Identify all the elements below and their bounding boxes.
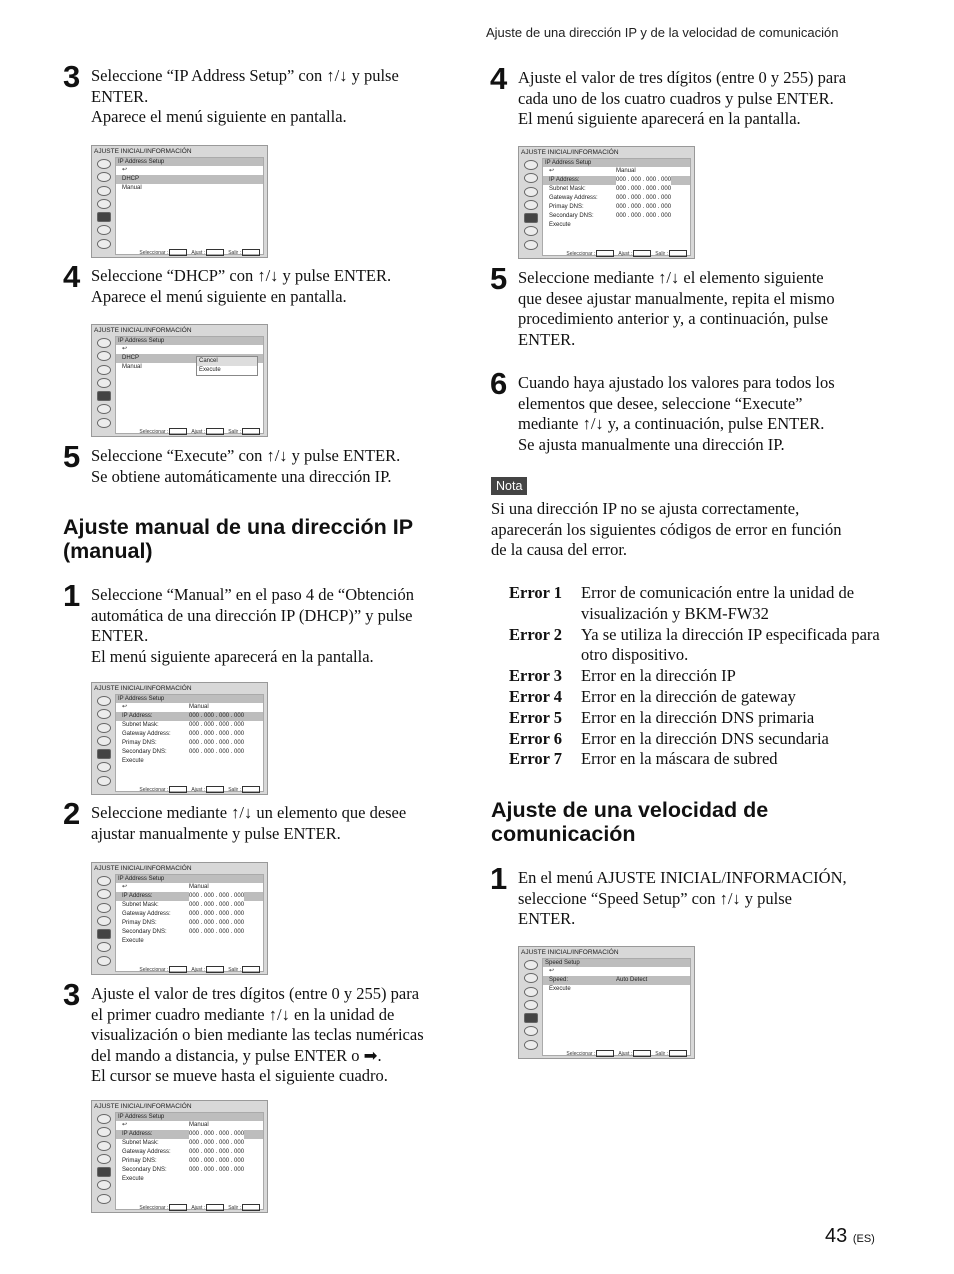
section-heading-speed: Ajuste de una velocidad de comunicación	[491, 798, 769, 846]
step-5-execute	[63, 439, 448, 487]
osd-footer: Seleccionar : Ajust : Salir :	[519, 250, 694, 257]
osd-pane	[115, 157, 264, 255]
osd-footer: Seleccionar : Ajust : Salir :	[92, 249, 267, 256]
step-text: En el menú AJUSTE INICIAL/INFORMACIÓN, seleccione “Speed Setup” con ↑/↓ y pulse ENTER.	[518, 868, 847, 929]
osd-back: ↩	[122, 346, 128, 352]
step-2-select	[63, 796, 448, 844]
osd-primary-row: Primay DNS: 000 . 000 . 000 . 000	[122, 740, 245, 746]
step-1-speed	[490, 861, 880, 930]
osd-popup-cancel: Cancel	[197, 357, 257, 366]
osd-gateway-row: Gateway Address: 000 . 000 . 000 . 000	[549, 195, 672, 201]
osd-title: AJUSTE INICIAL/INFORMACIÓN	[94, 148, 192, 155]
osd-item-manual: Manual	[122, 185, 142, 191]
step-number: 5	[490, 261, 508, 296]
error-row: Error 5 Error en la dirección DNS primaria	[509, 707, 815, 727]
osd-menu-bar: Speed Setup	[543, 959, 690, 967]
osd-popup	[196, 356, 258, 376]
menu-icon	[97, 159, 111, 169]
osd-back: ↩	[549, 968, 555, 974]
step-3-value	[63, 977, 448, 1087]
osd-subnet-row: Subnet Mask: 000 . 000 . 000 . 000	[549, 186, 672, 192]
step-text: Seleccione “Execute” con ↑/↓ y pulse ENTER. Se obtiene automáticamente una dirección IP.	[91, 446, 401, 486]
note-label: Nota	[491, 477, 527, 495]
osd-pane	[115, 694, 264, 792]
osd-menu-bar: IP Address Setup	[116, 875, 263, 883]
osd-speed-menu	[518, 946, 695, 1059]
osd-ip-row: IP Address: 000 . 000 . 000 . 000	[543, 176, 690, 185]
step-number: 6	[490, 366, 508, 401]
osd-footer: Seleccionar : Ajust : Salir :	[92, 786, 267, 793]
error-row: Error 7 Error en la máscara de subred	[509, 749, 778, 769]
osd-secondary-row: Secondary DNS: 000 . 000 . 000 . 000	[122, 929, 245, 935]
step-number: 1	[63, 578, 81, 613]
error-row: Error 4 Error en la dirección de gateway	[509, 686, 796, 706]
osd-menu-bar: IP Address Setup	[543, 159, 690, 167]
osd-title: AJUSTE INICIAL/INFORMACIÓN	[94, 1103, 192, 1110]
running-header: Ajuste de una dirección IP y de la velocidad de comunicación	[486, 25, 839, 40]
osd-item-dhcp: DHCP	[116, 175, 263, 184]
osd-icon-column	[521, 958, 541, 1056]
step-3-ip-setup	[63, 59, 448, 128]
osd-speed-row: Speed: Auto Detect	[543, 976, 690, 985]
osd-ip-row: IP Address: 000 . 000 . 000 . 000	[116, 1130, 263, 1139]
osd-pane	[115, 874, 264, 972]
error-list	[509, 583, 881, 770]
osd-menu-bar: IP Address Setup	[116, 158, 263, 166]
osd-secondary-row: Secondary DNS: 000 . 000 . 000 . 000	[549, 213, 672, 219]
osd-primary-row: Primay DNS: 000 . 000 . 000 . 000	[549, 204, 672, 210]
error-row: Error 3 Error en la dirección IP	[509, 666, 736, 686]
step-1-manual	[63, 578, 448, 667]
osd-footer: Seleccionar : Ajust : Salir :	[92, 966, 267, 973]
page-number: 43 (ES)	[825, 1225, 875, 1247]
osd-icon-column	[94, 336, 114, 434]
step-number: 5	[63, 439, 81, 474]
step-text: Ajuste el valor de tres dígitos (entre 0 y 255) para cada uno de los cuatro cuadros y pulse ENTER. El menú siguiente aparecerá en la pantalla.	[518, 68, 847, 129]
osd-execute-row: Execute	[549, 222, 571, 228]
osd-item-dhcp: DHCP	[116, 354, 263, 363]
menu-icon-selected	[97, 212, 111, 222]
osd-manual-menu	[91, 682, 268, 795]
step-text: Seleccione mediante ↑/↓ el elemento siguiente que desee ajustar manualmente, repita el mismo procedimiento anterior y, a continuación, pulse ENTER.	[518, 268, 835, 349]
step-number: 3	[63, 977, 81, 1012]
osd-manual-filled-menu	[518, 146, 695, 259]
osd-icon-column	[94, 157, 114, 255]
osd-execute-row: Execute	[122, 938, 144, 944]
osd-menu-bar: IP Address Setup	[116, 695, 263, 703]
osd-title: AJUSTE INICIAL/INFORMACIÓN	[94, 685, 192, 692]
osd-icon-column	[94, 874, 114, 972]
step-number: 1	[490, 861, 508, 896]
step-4-four-boxes	[490, 61, 880, 130]
menu-icon	[97, 225, 111, 235]
osd-icon-column	[94, 1112, 114, 1210]
step-text: Cuando haya ajustado los valores para todos los elementos que desee, seleccione “Execute” mediante ↑/↓ y, a continuación, pulse ENTER. Se ajusta manualmente una dirección IP.	[518, 373, 835, 454]
osd-ip-setup-menu	[91, 145, 268, 258]
osd-footer: Seleccionar : Ajust : Salir :	[92, 1204, 267, 1211]
osd-footer: Seleccionar : Ajust : Salir :	[92, 428, 267, 435]
osd-popup-execute: Execute	[199, 367, 221, 373]
osd-primary-row: Primay DNS: 000 . 000 . 000 . 000	[122, 1158, 245, 1164]
osd-manual-cursor-menu	[91, 1100, 268, 1213]
osd-secondary-row: Secondary DNS: 000 . 000 . 000 . 000	[122, 749, 245, 755]
osd-primary-row: Primay DNS: 000 . 000 . 000 . 000	[122, 920, 245, 926]
osd-menu-bar: IP Address Setup	[116, 1113, 263, 1121]
osd-back-row: ↩ Manual	[122, 884, 209, 890]
osd-execute-row: Execute	[549, 986, 571, 992]
step-text: Seleccione mediante ↑/↓ un elemento que desee ajustar manualmente y pulse ENTER.	[91, 803, 407, 843]
osd-subnet-row: Subnet Mask: 000 . 000 . 000 . 000	[122, 902, 245, 908]
step-number: 2	[63, 796, 81, 831]
osd-pane	[115, 1112, 264, 1210]
osd-back-row: ↩ Manual	[122, 704, 209, 710]
step-number: 3	[63, 59, 81, 94]
osd-pane	[542, 158, 691, 256]
step-text: Seleccione “DHCP” con ↑/↓ y pulse ENTER. Aparece el menú siguiente en pantalla.	[91, 266, 392, 306]
step-text: Seleccione “IP Address Setup” con ↑/↓ y pulse ENTER. Aparece el menú siguiente en pantalla.	[91, 66, 399, 127]
step-number: 4	[63, 259, 81, 294]
osd-pane	[115, 336, 264, 434]
osd-dhcp-menu	[91, 324, 268, 437]
osd-item-manual: Manual	[122, 364, 142, 370]
section-heading-manual: Ajuste manual de una dirección IP (manual)	[63, 515, 414, 563]
error-row: Error 2 Ya se utiliza la dirección IP especificada para otro dispositivo.	[509, 624, 880, 665]
menu-icon	[97, 199, 111, 209]
osd-execute-row: Execute	[122, 1176, 144, 1182]
osd-ip-row: IP Address: 000 . 000 . 000 . 000	[116, 892, 263, 901]
osd-back: ↩	[122, 167, 128, 173]
osd-ip-row: IP Address: 000 . 000 . 000 . 000	[116, 712, 263, 721]
osd-menu-bar: IP Address Setup	[116, 337, 263, 345]
osd-gateway-row: Gateway Address: 000 . 000 . 000 . 000	[122, 731, 245, 737]
osd-icon-column	[521, 158, 541, 256]
osd-back-row: ↩ Manual	[122, 1122, 209, 1128]
step-6-execute	[490, 366, 880, 455]
error-row: Error 1 Error de comunicación entre la unidad de visualización y BKM-FW32	[509, 583, 855, 623]
osd-title: AJUSTE INICIAL/INFORMACIÓN	[521, 149, 619, 156]
step-number: 4	[490, 61, 508, 96]
osd-title: AJUSTE INICIAL/INFORMACIÓN	[521, 949, 619, 956]
osd-subnet-row: Subnet Mask: 000 . 000 . 000 . 000	[122, 1140, 245, 1146]
step-text: Ajuste el valor de tres dígitos (entre 0 y 255) para el primer cuadro mediante ↑/↓ en la unidad de visualización o bien mediante las teclas numéricas del mando a distancia, y pulse ENTER o ➡. El cursor se mueve hasta el siguiente cuadro.	[91, 984, 424, 1086]
osd-manual-edit-menu	[91, 862, 268, 975]
osd-subnet-row: Subnet Mask: 000 . 000 . 000 . 000	[122, 722, 245, 728]
osd-pane	[542, 958, 691, 1056]
osd-icon-column	[94, 694, 114, 792]
menu-icon	[97, 239, 111, 249]
osd-title: AJUSTE INICIAL/INFORMACIÓN	[94, 327, 192, 334]
step-text: Seleccione “Manual” en el paso 4 de “Obtención automática de una dirección IP (DHCP)” y pulse ENTER. El menú siguiente aparecerá en la pantalla.	[91, 585, 414, 666]
osd-gateway-row: Gateway Address: 000 . 000 . 000 . 000	[122, 911, 245, 917]
note-text: Si una dirección IP no se ajusta correctamente, aparecerán los siguientes códigos de error en función de la causa del error.	[491, 499, 842, 560]
osd-secondary-row: Secondary DNS: 000 . 000 . 000 . 000	[122, 1167, 245, 1173]
menu-icon	[97, 186, 111, 196]
osd-footer: Seleccionar : Ajust : Salir :	[519, 1050, 694, 1057]
osd-title: AJUSTE INICIAL/INFORMACIÓN	[94, 865, 192, 872]
step-4-dhcp	[63, 259, 448, 307]
osd-execute-row: Execute	[122, 758, 144, 764]
menu-icon	[97, 172, 111, 182]
osd-gateway-row: Gateway Address: 000 . 000 . 000 . 000	[122, 1149, 245, 1155]
step-5-next	[490, 261, 880, 350]
osd-back-row: ↩ Manual	[549, 168, 636, 174]
error-row: Error 6 Error en la dirección DNS secundaria	[509, 728, 829, 748]
